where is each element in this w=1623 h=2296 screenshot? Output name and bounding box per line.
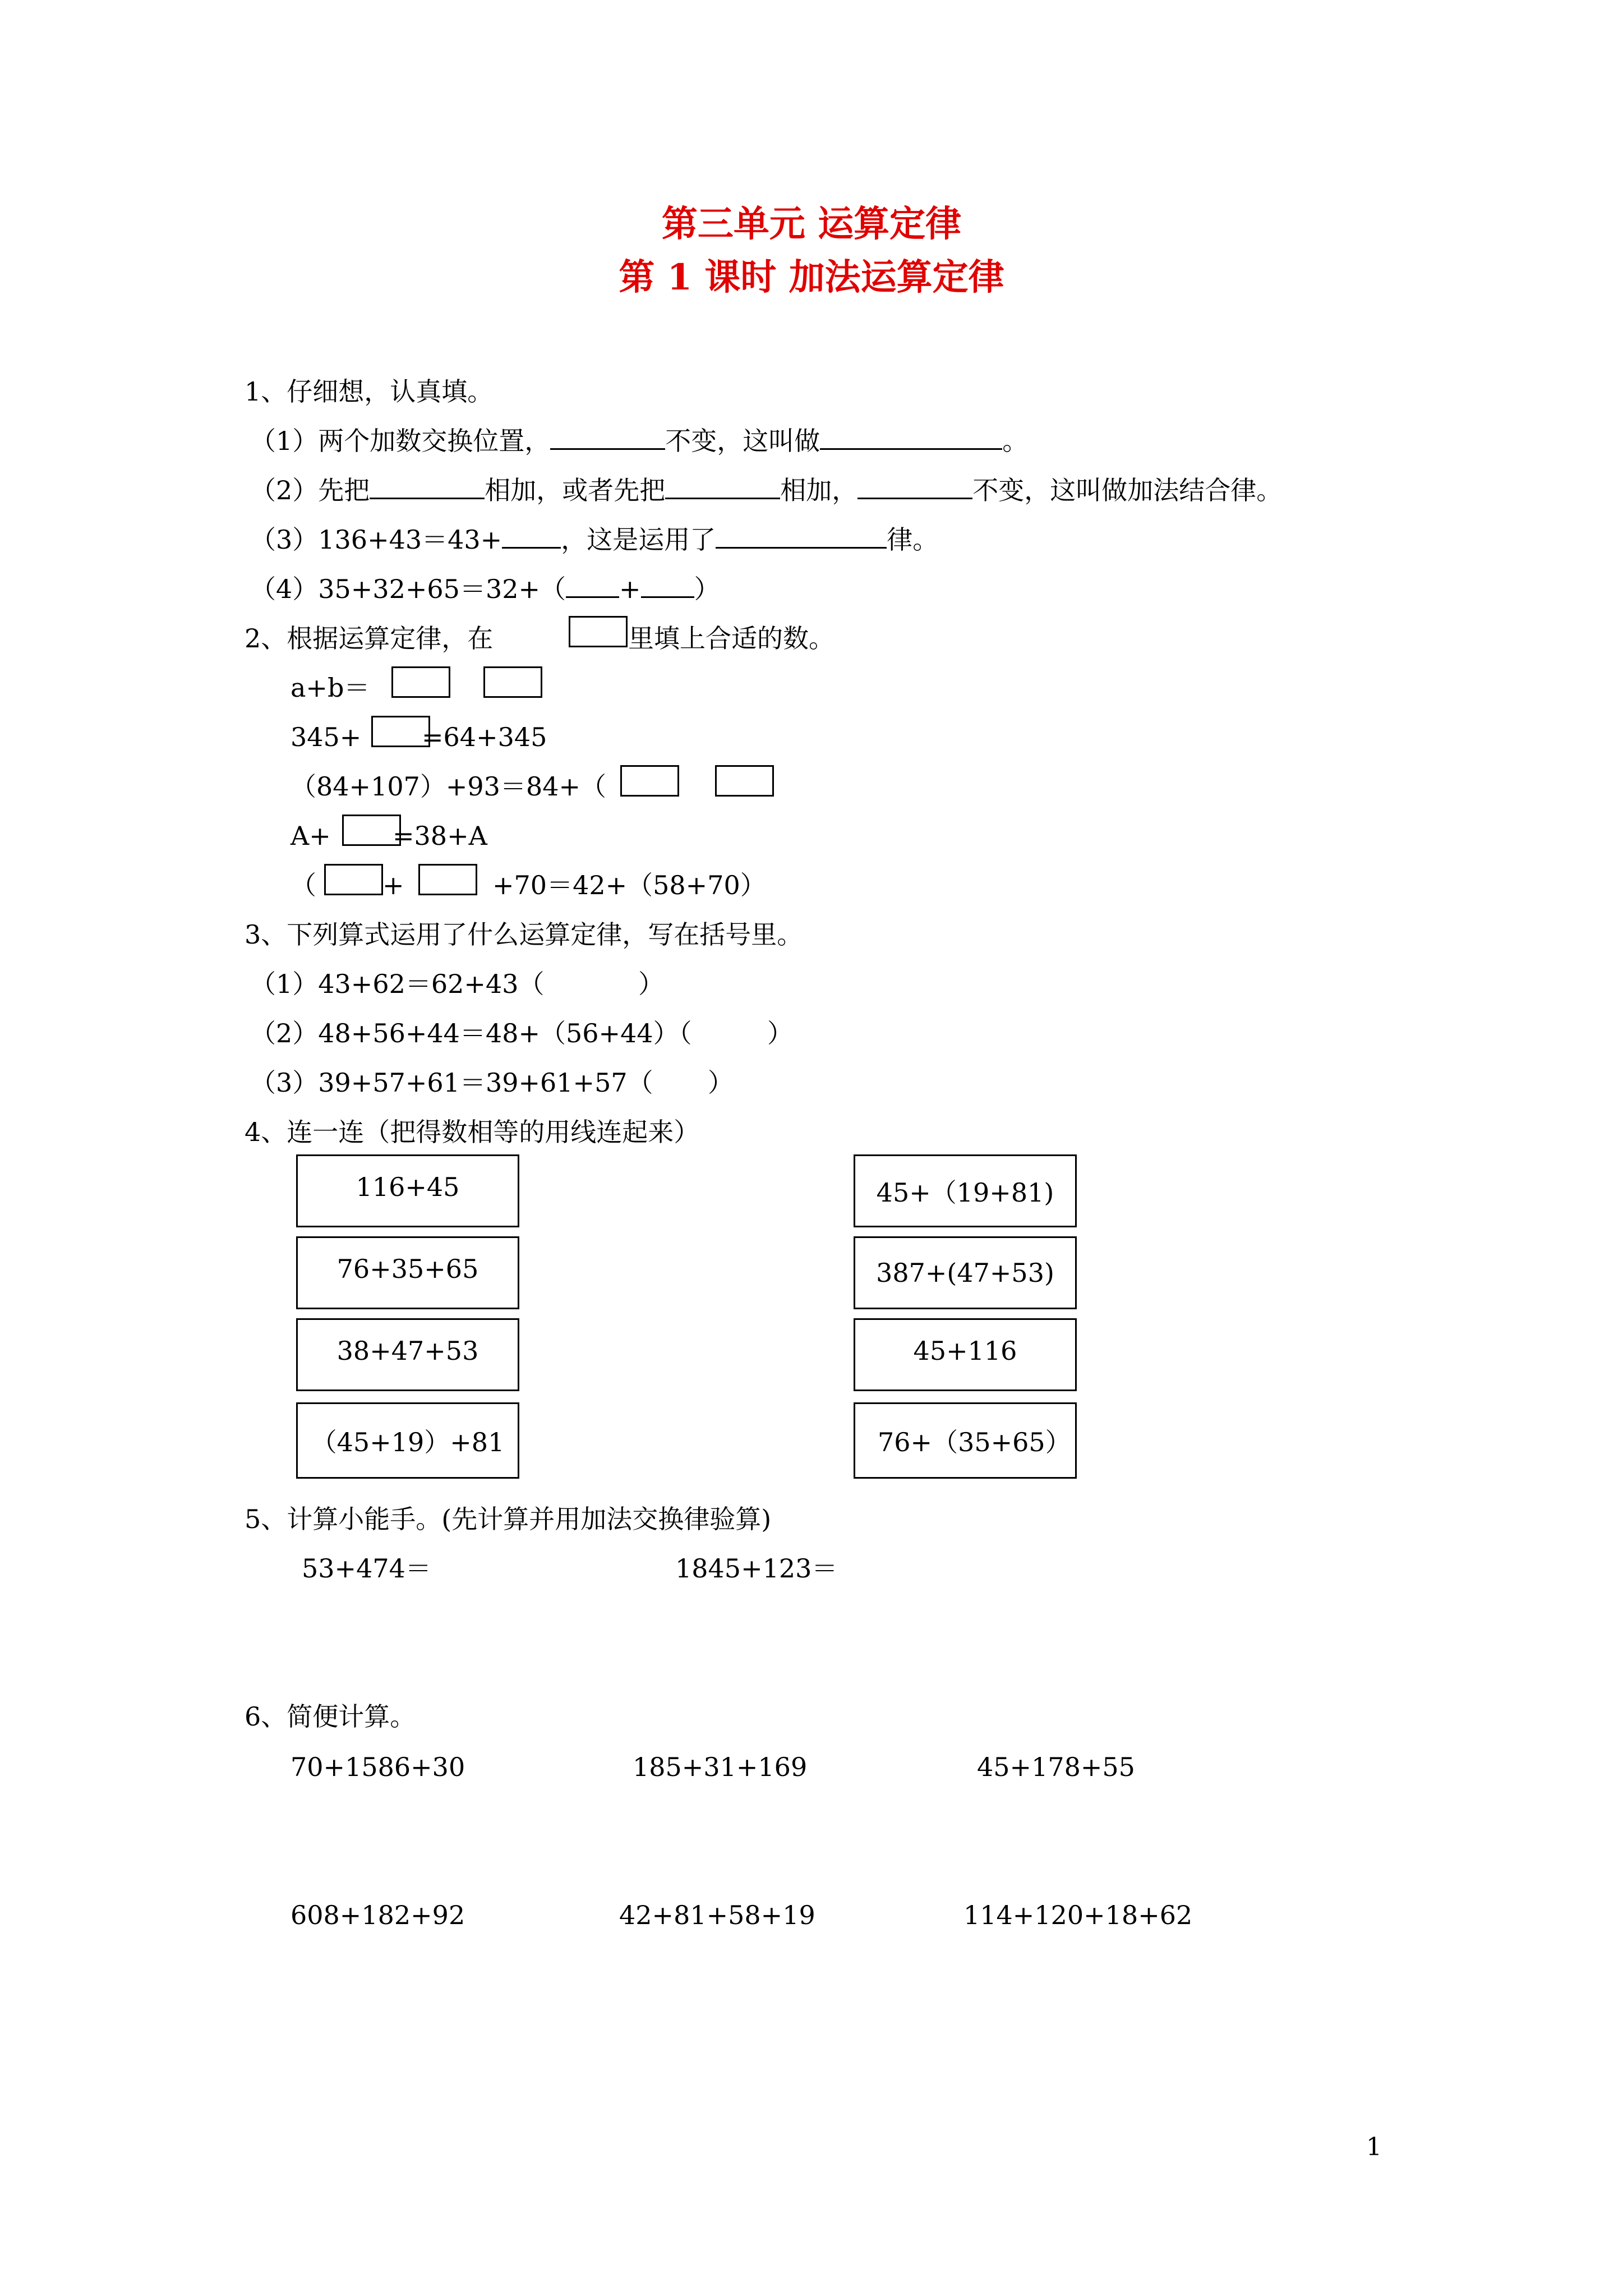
q1-item-4 (250, 573, 720, 605)
q2-row-4-text-b: =38+A (393, 821, 487, 851)
q1-item-1 (250, 425, 1028, 457)
q6-row2-item-2: 42+81+58+19 (619, 1900, 815, 1930)
q1-item-3 (250, 524, 938, 555)
q2-row-1-box-1[interactable] (391, 666, 450, 698)
q2-row-5-text-b: + (382, 870, 404, 900)
q1-2-text-d: 不变，这叫做加法结合律。 (972, 475, 1283, 505)
q1-3-blank-2[interactable] (716, 524, 887, 549)
q3-item-2-close: ） (767, 1018, 793, 1048)
q1-2-blank-3[interactable] (857, 475, 972, 499)
q3-heading: 3、下列算式运用了什么运算定律，写在括号里。 (245, 919, 803, 950)
q2-heading-box (569, 616, 628, 647)
q1-1-blank-2[interactable] (820, 426, 1002, 450)
q2-row-5-box-2[interactable] (418, 864, 477, 895)
q1-3-blank-1[interactable] (502, 524, 561, 549)
q2-row-2-text-b: =64+345 (422, 722, 547, 752)
q4-left-box-2[interactable]: 76+35+65 (296, 1236, 519, 1309)
q5-heading: 5、计算小能手。(先计算并用加法交换律验算) (245, 1504, 772, 1534)
q5-item-1: 53+474＝ (302, 1553, 431, 1584)
q2-row-1-box-2[interactable] (483, 666, 542, 698)
q3-item-3-close: ） (708, 1068, 734, 1098)
q3-item-3-expr: （3）39+57+61＝39+61+57（ (250, 1068, 653, 1098)
q4-left-box-4[interactable]: （45+19）+81 (296, 1402, 519, 1479)
q2-row-2-text-a: 345+ (291, 722, 362, 752)
q1-item-2 (250, 475, 1282, 506)
q5-item-2: 1845+123＝ (675, 1553, 838, 1584)
q4-left-box-1[interactable]: 116+45 (296, 1154, 519, 1227)
q1-2-text-b: 相加，或者先把 (485, 475, 666, 505)
q4-right-box-4[interactable]: 76+（35+65） (854, 1402, 1077, 1479)
q1-1-text-a: （1）两个加数交换位置， (250, 426, 551, 456)
lesson-title: 第 1 课时 加法运算定律 (619, 256, 1004, 298)
q1-4-blank-2[interactable] (641, 574, 694, 598)
q3-item-1-expr: （1）43+62＝62+43（ (250, 969, 545, 999)
q1-2-text-c: 相加， (780, 475, 858, 505)
q1-1-text-c: 。 (1002, 426, 1029, 456)
page-number: 1 (1366, 2133, 1382, 2161)
q2-row-5-text-a: （ (291, 870, 316, 900)
q4-right-box-3[interactable]: 45+116 (854, 1318, 1077, 1391)
q6-row1-item-3: 45+178+55 (977, 1752, 1135, 1782)
q2-row-5-text-c: +70＝42+（58+70） (492, 870, 766, 900)
q2-heading-a: 2、根据运算定律，在 (245, 623, 494, 654)
q6-row2-item-1: 608+182+92 (291, 1900, 465, 1930)
q1-1-text-b: 不变，这叫做 (665, 426, 820, 456)
q1-4-text-b: + (619, 574, 641, 604)
q4-heading: 4、连一连（把得数相等的用线连起来） (245, 1117, 700, 1147)
unit-title: 第三单元 运算定律 (661, 203, 962, 245)
q2-row-1-text: a+b＝ (291, 673, 370, 703)
q1-2-blank-2[interactable] (665, 475, 780, 499)
q1-3-text-c: 律。 (887, 524, 939, 555)
q4-left-box-3[interactable]: 38+47+53 (296, 1318, 519, 1391)
q3-item-1-close: ） (638, 969, 664, 999)
q1-4-text-a: （4）35+32+65＝32+（ (250, 574, 566, 604)
q6-heading: 6、简便计算。 (245, 1701, 416, 1732)
q1-heading: 1、仔细想，认真填。 (245, 376, 494, 407)
q3-item-2-expr: （2）48+56+44＝48+（56+44）（ (250, 1018, 692, 1048)
q2-row-3-box-2[interactable] (715, 765, 774, 797)
q1-4-text-c: ） (694, 574, 720, 604)
q2-row-5-box-1[interactable] (324, 864, 383, 895)
q1-3-text-b: ，这是运用了 (561, 524, 716, 555)
q1-2-blank-1[interactable] (370, 475, 485, 499)
q4-right-box-1[interactable]: 45+（19+81) (854, 1154, 1077, 1227)
q2-row-3-box-1[interactable] (620, 765, 679, 797)
q2-row-3-text: （84+107）+93＝84+（ (291, 771, 607, 802)
q6-row1-item-1: 70+1586+30 (291, 1752, 465, 1782)
q2-heading-b: 里填上合适的数。 (628, 623, 834, 654)
q1-4-blank-1[interactable] (566, 574, 619, 598)
q2-row-4-text-a: A+ (291, 821, 331, 851)
q1-1-blank-1[interactable] (550, 426, 665, 450)
q4-right-box-2[interactable]: 387+(47+53) (854, 1236, 1077, 1309)
q1-2-text-a: （2）先把 (250, 475, 370, 505)
q6-row2-item-3: 114+120+18+62 (963, 1900, 1193, 1930)
q1-3-text-a: （3）136+43＝43+ (250, 524, 502, 555)
q6-row1-item-2: 185+31+169 (633, 1752, 808, 1782)
